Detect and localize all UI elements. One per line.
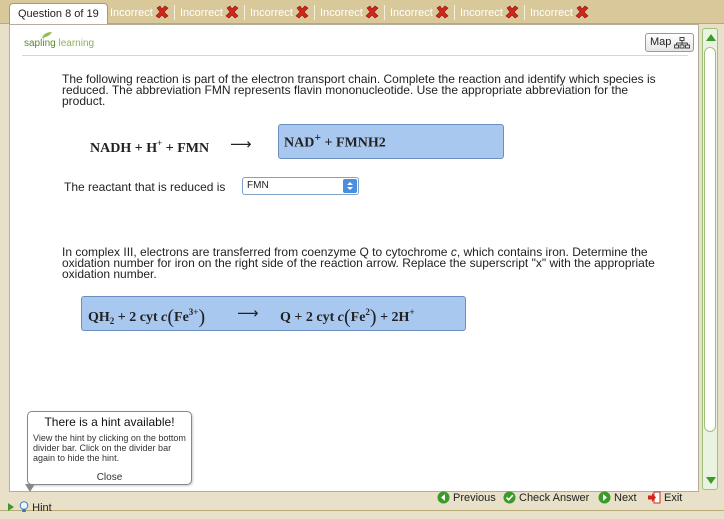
exit-label: Exit — [664, 492, 683, 504]
tab-question-1[interactable] — [110, 4, 169, 22]
tab-question-6[interactable] — [460, 4, 519, 22]
hint-popup-body: View the hint by clicking on the bottom divider bar. Click on the divider bar again to hide the hint. — [33, 433, 186, 463]
logo-text-learning: learning — [58, 38, 95, 49]
paren: ( — [343, 306, 351, 328]
cyt-c-letter: c — [337, 310, 344, 325]
red-x-icon — [155, 5, 169, 19]
header-divider — [22, 55, 688, 56]
tab-question-4[interactable] — [320, 4, 379, 22]
paren: ) — [369, 306, 377, 328]
proton-tail: + 2H — [376, 310, 410, 325]
map-button-label: Map — [650, 36, 672, 48]
question-2-prompt — [62, 247, 672, 280]
fmn-formula: FMN — [177, 141, 210, 156]
cytochrome-c-letter: c — [450, 245, 457, 259]
tab-separator — [384, 5, 385, 20]
expand-triangle-icon — [8, 503, 14, 511]
product-answer-box[interactable] — [278, 124, 504, 159]
hint-close-button[interactable]: Close — [96, 472, 123, 483]
nadh-formula: NADH — [90, 141, 132, 156]
map-button[interactable] — [645, 33, 694, 52]
tab-status-label: Incorrect — [180, 7, 223, 19]
red-x-icon — [225, 5, 239, 19]
tab-question-2[interactable] — [180, 4, 239, 22]
tab-question-7[interactable] — [530, 4, 589, 22]
tab-separator — [244, 5, 245, 20]
nad-charge: + — [314, 131, 321, 144]
exit-button[interactable] — [647, 490, 682, 506]
reduced-reactant-label: The reactant that is reduced is — [64, 180, 226, 194]
tab-separator — [454, 5, 455, 20]
next-button[interactable] — [598, 490, 637, 506]
previous-button[interactable] — [437, 490, 496, 506]
nad-formula: NAD — [284, 135, 315, 151]
hint-toggle[interactable] — [8, 501, 52, 514]
logo-text-sapling: sapling — [24, 38, 56, 49]
check-icon — [503, 491, 516, 504]
hint-divider-bar[interactable] — [0, 510, 724, 511]
exit-icon — [647, 491, 661, 504]
fe-formula: Fe — [350, 310, 366, 325]
tab-question-3[interactable] — [250, 4, 309, 22]
sitemap-icon — [674, 37, 690, 49]
qh2-formula: QH — [88, 310, 110, 325]
paren: ( — [167, 306, 175, 328]
q-cyt-text: Q + 2 cyt — [280, 310, 338, 325]
check-answer-button[interactable] — [503, 490, 589, 506]
next-arrow-icon — [598, 491, 611, 504]
hint-popup-title: There is a hint available! — [44, 415, 175, 429]
lightbulb-icon — [19, 501, 29, 513]
qh2-subscript: 2 — [109, 316, 115, 326]
tab-status-label: Incorrect — [530, 7, 573, 19]
red-x-icon — [295, 5, 309, 19]
paren: ) — [198, 306, 206, 328]
reduced-reactant-select[interactable] — [242, 177, 359, 195]
fe-left-charge: 3+ — [188, 307, 199, 317]
reduced-reactant-value: FMN — [247, 180, 269, 191]
red-x-icon — [505, 5, 519, 19]
red-x-icon — [365, 5, 379, 19]
proton-formula: H — [146, 141, 158, 156]
red-x-icon — [435, 5, 449, 19]
scrollbar-thumb[interactable] — [704, 47, 716, 432]
tab-status-label: Incorrect — [110, 7, 153, 19]
hint-label: Hint — [32, 502, 52, 514]
next-label: Next — [614, 492, 637, 504]
previous-label: Previous — [453, 492, 496, 504]
tab-status-label: Incorrect — [250, 7, 293, 19]
tab-status-label: Incorrect — [390, 7, 433, 19]
proton-charge: + — [157, 138, 163, 148]
vertical-scrollbar[interactable] — [702, 28, 718, 490]
cyt-text: + 2 cyt — [114, 310, 162, 325]
question-2-text-end: , which contains iron. Determine the oxidation number for iron on the right side of the reaction arrow. Replace the superscript "x" with the appropriate oxidation number. — [62, 245, 655, 281]
plus-sign: + — [165, 141, 174, 156]
tab-current-question[interactable]: Question 8 of 19 — [9, 3, 108, 24]
scroll-up-icon[interactable] — [706, 34, 716, 41]
hint-popup — [27, 411, 192, 485]
scroll-down-icon[interactable] — [706, 477, 716, 484]
tab-status-label: Incorrect — [460, 7, 503, 19]
question-1-prompt: The following reaction is part of the electron transport chain. Complete the reaction and identify which species is reduced. The abbreviation FMN represents flavin mononucleotide. Use the appropriate abbreviation for the product. — [62, 72, 656, 108]
previous-arrow-icon — [437, 491, 450, 504]
tab-separator — [174, 5, 175, 20]
product-rest: + FMNH2 — [321, 135, 386, 151]
tab-separator — [314, 5, 315, 20]
reaction-1-reactants — [90, 138, 209, 157]
reaction-2-left — [88, 306, 205, 329]
red-x-icon — [575, 5, 589, 19]
oxidation-number-answer-box[interactable] — [81, 296, 466, 331]
fe-right-charge-input[interactable]: 2 — [365, 307, 370, 317]
reaction-arrow: ⟶ — [237, 304, 259, 322]
tab-status-label: Incorrect — [320, 7, 363, 19]
cyt-c-letter: c — [161, 310, 168, 325]
question-tab-strip — [0, 0, 724, 24]
plus-sign: + — [134, 141, 143, 156]
reaction-2-right — [280, 306, 415, 329]
tab-separator — [524, 5, 525, 20]
tab-question-5[interactable] — [390, 4, 449, 22]
select-arrows-icon — [343, 179, 357, 193]
check-answer-label: Check Answer — [519, 492, 590, 504]
fe-formula: Fe — [174, 310, 189, 325]
question-2-text-start: In complex III, electrons are transferred from coenzyme Q to cytochrome — [62, 245, 451, 259]
proton-charge: + — [409, 307, 415, 317]
leaf-icon — [41, 31, 53, 39]
reaction-arrow: ⟶ — [230, 135, 252, 153]
hint-popup-pointer — [25, 484, 35, 492]
sapling-learning-logo — [24, 38, 94, 49]
